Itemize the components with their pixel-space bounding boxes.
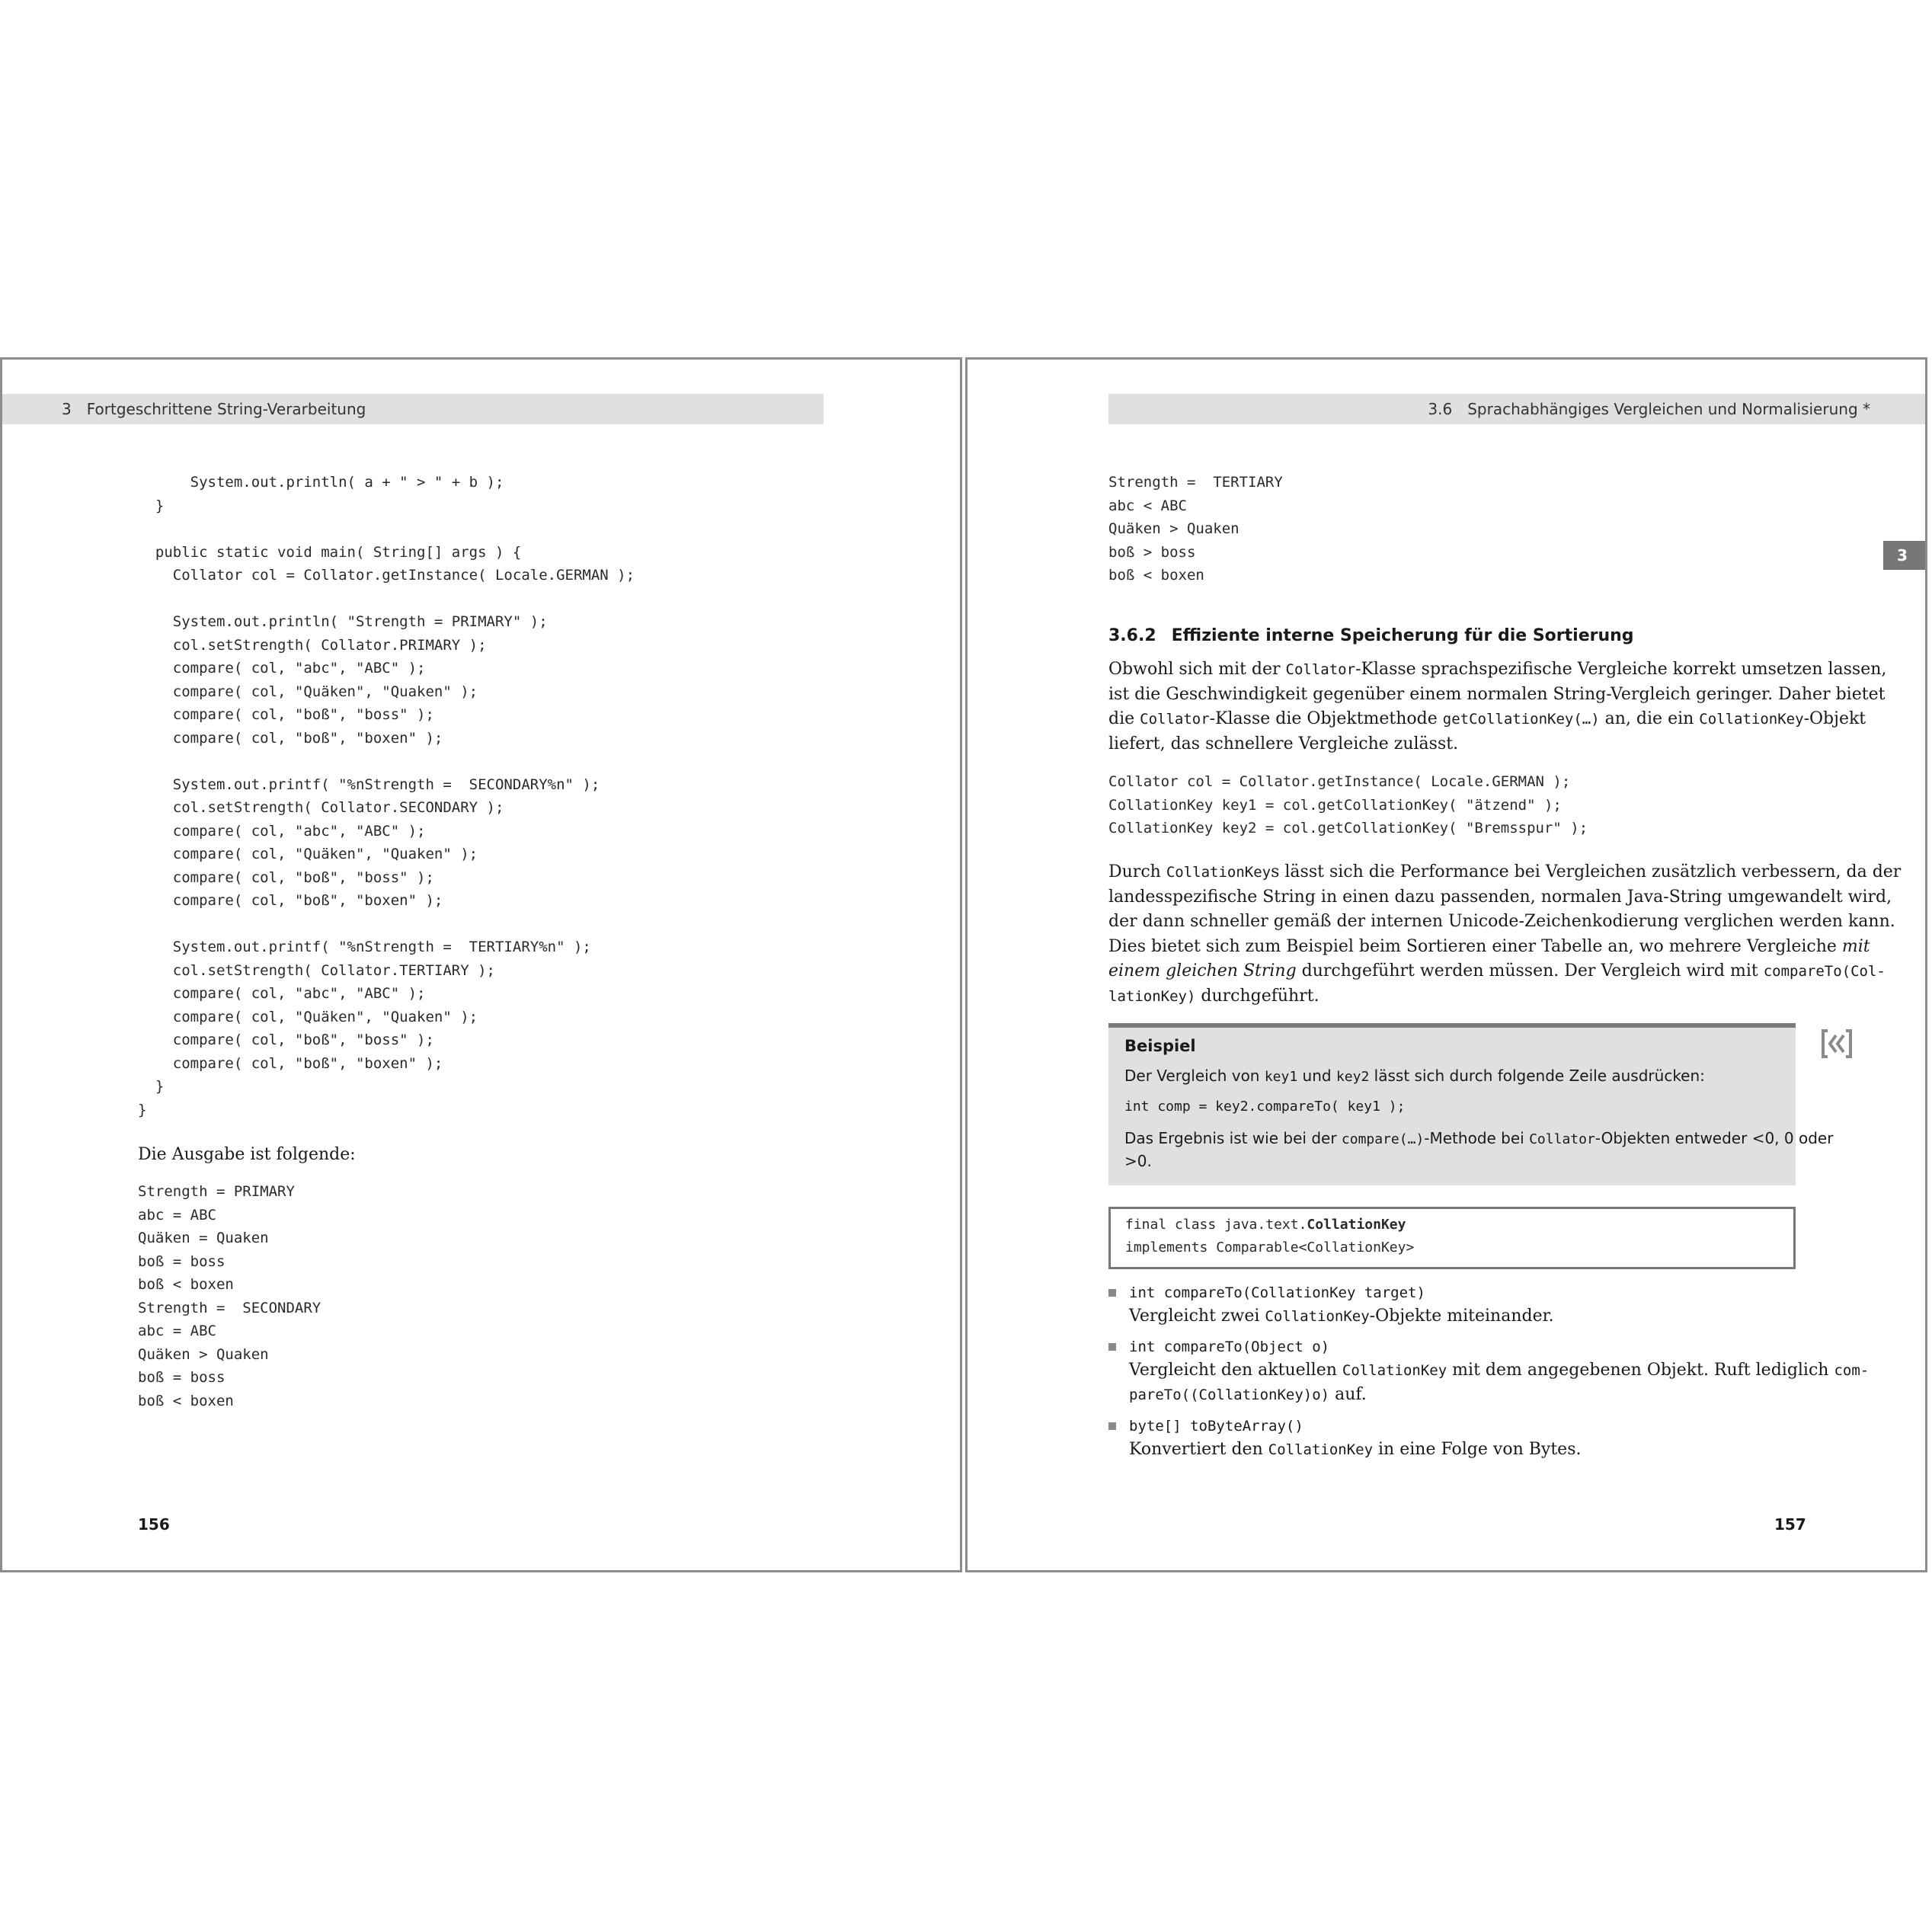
code-line: compare( col, "boß", "boss" );: [138, 706, 434, 723]
output-line: boß = boss: [138, 1252, 226, 1270]
output-line: boß = boss: [138, 1369, 226, 1386]
code-line: compare( col, "Quäken", "Quaken" );: [138, 1008, 478, 1025]
text-line: einem gleichen String durchgeführt werden müssen. Der Vergleich wird mit compareTo(Col-: [1108, 961, 1886, 980]
code-line: System.out.println( a + " > " + b );: [138, 474, 504, 491]
text-line: Dies bietet sich zum Beispiel beim Sortieren einer Tabelle an, wo mehrere Vergleiche mit: [1108, 936, 1870, 956]
class-implements: implements Comparable<CollationKey>: [1125, 1239, 1415, 1255]
code-line: }: [138, 1101, 147, 1118]
running-header-left: [2, 394, 824, 424]
code-line: col.setStrength( Collator.PRIMARY );: [138, 636, 487, 654]
chapter-tab: 3: [1883, 541, 1927, 570]
header-chapter-title: Fortgeschrittene String-Verarbeitung: [86, 400, 366, 418]
output-line: abc = ABC: [138, 1206, 216, 1223]
code-line: System.out.println( "Strength = PRIMARY" );: [138, 613, 548, 630]
text-line: lationKey) durchgeführt.: [1108, 986, 1319, 1006]
code-line: compare( col, "abc", "ABC" );: [138, 660, 426, 677]
text-line: ist die Geschwindigkeit gegenüber einem normalen String-Vergleich geringer. Daher bietet: [1108, 684, 1886, 704]
program-output-continued: [1108, 471, 1283, 587]
output-line: abc = ABC: [138, 1323, 216, 1339]
output-line: boß < boxen: [138, 1392, 234, 1409]
page-number: 156: [138, 1515, 170, 1534]
output-line: Quäken = Quaken: [138, 1230, 269, 1246]
header-section-number: 3.6: [1428, 400, 1453, 418]
bullet-icon: [1108, 1422, 1116, 1430]
bullet-icon: [1108, 1343, 1116, 1351]
code-line: [138, 587, 635, 611]
code-line: System.out.printf( "%nStrength = TERTIARY%n" );: [138, 939, 591, 955]
text-line: Durch CollationKeys lässt sich die Performance bei Vergleichen zusätzlich verbessern, da der: [1108, 862, 1902, 881]
code-line: compare( col, "Quäken", "Quaken" );: [138, 846, 478, 862]
output-line: Quäken > Quaken: [1108, 520, 1239, 537]
output-line: boß > boss: [1108, 543, 1196, 561]
section-heading: [1108, 626, 1634, 645]
example-box: [1108, 1023, 1834, 1185]
right-page: [965, 357, 1927, 1572]
code-line: Collator col = Collator.getInstance( Locale.GERMAN );: [138, 567, 635, 584]
code-line: compare( col, "abc", "ABC" );: [138, 985, 426, 1002]
example-result-cont: >0.: [1124, 1152, 1152, 1170]
code-line: [138, 750, 635, 773]
text-line: der dann schneller gemäß der internen Unicode-Zeichenkodierung verglichen werden kann.: [1108, 912, 1895, 931]
method-description: Konvertiert den CollationKey in eine Folge von Bytes.: [1129, 1440, 1582, 1459]
text-line: landesspezifische String in einen dazu passenden, normalen Java-String umgewandelt wird,: [1108, 887, 1892, 907]
class-signature-box: [1108, 1207, 1796, 1269]
code-line: compare( col, "boß", "boxen" );: [138, 892, 443, 909]
method-item: [1108, 1281, 1802, 1332]
example-marker-icon: [1821, 1028, 1853, 1060]
section-title: Effiziente interne Speicherung für die Sortierung: [1171, 626, 1634, 645]
code-line: compare( col, "boß", "boss" );: [138, 868, 434, 886]
code-line: compare( col, "abc", "ABC" );: [138, 822, 426, 840]
code-line: }: [138, 497, 165, 514]
page-number: 157: [1774, 1515, 1806, 1534]
code-line: Collator col = Collator.getInstance( Locale.GERMAN );: [1108, 773, 1571, 790]
output-line: abc < ABC: [1108, 497, 1187, 514]
code-line: CollationKey key2 = col.getCollationKey( "Bremsspur" );: [1108, 820, 1588, 836]
output-intro: Die Ausgabe ist folgende:: [138, 1145, 356, 1164]
code-line: }: [138, 1078, 165, 1095]
left-page: [0, 357, 962, 1572]
code-line: col.setStrength( Collator.SECONDARY );: [138, 799, 504, 816]
header-chapter-number: 3: [62, 400, 72, 418]
code-listing: [138, 471, 635, 1121]
code-line: System.out.printf( "%nStrength = SECONDARY%n" );: [138, 776, 600, 793]
code-line: compare( col, "boß", "boxen" );: [138, 729, 443, 747]
class-declaration: final class java.text.CollationKey: [1125, 1217, 1406, 1233]
example-title: Beispiel: [1124, 1037, 1196, 1055]
text-line: Obwohl sich mit der Collator-Klasse sprachspezifische Vergleiche korrekt umsetzen lassen,: [1108, 660, 1887, 679]
output-line: Strength = SECONDARY: [138, 1299, 321, 1316]
paragraph-intro: [1108, 657, 1886, 756]
method-description: Vergleicht den aktuellen CollationKey mit dem angegebenen Objekt. Ruft lediglich com- pareTo((CollationKey)o) auf.: [1129, 1361, 1870, 1404]
program-output: [138, 1180, 321, 1412]
method-item: [1108, 1335, 1870, 1412]
paragraph-collationkeys: [1108, 860, 1901, 1009]
text-line: die Collator-Klasse die Objektmethode getCollationKey(…) an, die ein CollationKey-Objekt: [1108, 709, 1866, 728]
section-number: 3.6.2: [1108, 626, 1156, 645]
example-code: int comp = key2.compareTo( key1 );: [1124, 1099, 1406, 1115]
code-line: [138, 517, 635, 541]
code-listing-collation: [1108, 770, 1588, 840]
output-line: Strength = TERTIARY: [1108, 474, 1283, 491]
code-line: col.setStrength( Collator.TERTIARY );: [138, 961, 495, 979]
example-text: Der Vergleich von key1 und key2 lässt sich durch folgende Zeile ausdrücken:: [1124, 1067, 1705, 1085]
method-signature: int compareTo(CollationKey target): [1129, 1284, 1425, 1301]
method-signature: byte[] toByteArray(): [1129, 1418, 1303, 1435]
header-section-title: Sprachabhängiges Vergleichen und Normalisierung *: [1467, 400, 1870, 418]
text-line: liefert, das schnellere Vergleiche zulässt.: [1108, 734, 1459, 753]
method-item: [1108, 1415, 1802, 1465]
method-description: Vergleicht zwei CollationKey-Objekte miteinander.: [1129, 1307, 1554, 1326]
code-line: CollationKey key1 = col.getCollationKey( "ätzend" );: [1108, 796, 1562, 814]
code-line: compare( col, "boß", "boxen" );: [138, 1054, 443, 1072]
output-line: Strength = PRIMARY: [138, 1183, 295, 1200]
output-line: boß < boxen: [1108, 567, 1204, 584]
code-line: compare( col, "Quäken", "Quaken" );: [138, 683, 478, 700]
code-line: [138, 913, 635, 936]
output-line: Quäken > Quaken: [138, 1345, 269, 1363]
output-line: boß < boxen: [138, 1276, 234, 1293]
method-signature: int compareTo(Object o): [1129, 1339, 1330, 1355]
running-header-right: [1108, 394, 1927, 424]
example-result: Das Ergebnis ist wie bei der compare(…)-Methode bei Collator-Objekten entweder <0, 0 oder: [1124, 1129, 1834, 1147]
code-line: public static void main( String[] args ) {: [138, 543, 522, 561]
code-line: compare( col, "boß", "boss" );: [138, 1032, 434, 1048]
bullet-icon: [1108, 1289, 1116, 1297]
